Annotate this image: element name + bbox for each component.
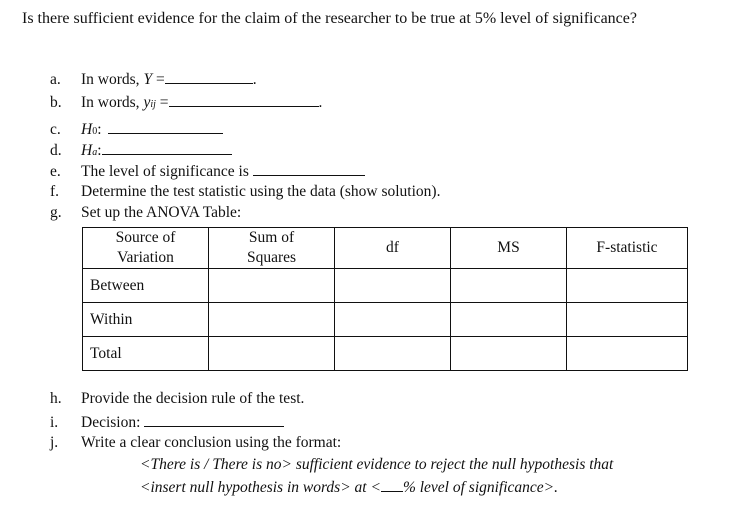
header-ss bbox=[209, 228, 335, 269]
item-c-blank[interactable] bbox=[108, 119, 223, 134]
item-b-text: In words, bbox=[81, 94, 144, 111]
item-c-sub: 0 bbox=[92, 126, 98, 137]
item-b-blank[interactable] bbox=[169, 92, 319, 107]
conclusion-line-2 bbox=[140, 478, 558, 497]
item-a-label: a. bbox=[50, 71, 61, 88]
cell-within-ms[interactable] bbox=[451, 303, 567, 337]
conclusion-line-1: <There is / There is no> sufficient evidence to reject the null hypothesis that bbox=[140, 456, 614, 473]
cell-total-ss[interactable] bbox=[209, 337, 335, 371]
cell-total-f[interactable] bbox=[567, 337, 688, 371]
anova-header-row bbox=[83, 228, 688, 269]
item-a-var: Y bbox=[143, 71, 153, 88]
header-df: df bbox=[335, 228, 451, 269]
item-i-text: Decision: bbox=[81, 414, 141, 431]
header-f: F-statistic bbox=[567, 228, 688, 269]
item-a-text: In words, bbox=[81, 71, 144, 88]
item-j-label: j. bbox=[50, 434, 59, 451]
item-i-blank[interactable] bbox=[144, 412, 284, 427]
item-g-label: g. bbox=[50, 204, 62, 221]
conclusion-line-2-post: % level of significance>. bbox=[402, 479, 559, 496]
item-c-colon: : bbox=[97, 121, 102, 138]
table-row bbox=[83, 269, 688, 303]
item-j bbox=[50, 434, 341, 452]
item-e-label: e. bbox=[50, 163, 61, 180]
item-d-blank[interactable] bbox=[102, 140, 232, 155]
item-h-text: Provide the decision rule of the test. bbox=[81, 390, 305, 407]
header-source-line2: Variation bbox=[117, 249, 174, 266]
cell-total-ms[interactable] bbox=[451, 337, 567, 371]
anova-table bbox=[82, 227, 688, 371]
item-h bbox=[50, 390, 304, 408]
cell-between-f[interactable] bbox=[567, 269, 688, 303]
item-c bbox=[50, 119, 223, 139]
row-label-within: Within bbox=[83, 303, 209, 337]
item-d bbox=[50, 140, 232, 160]
item-h-label: h. bbox=[50, 390, 62, 407]
cell-between-ss[interactable] bbox=[209, 269, 335, 303]
item-d-colon: : bbox=[97, 142, 102, 159]
cell-between-df[interactable] bbox=[335, 269, 451, 303]
item-d-sub: a bbox=[92, 147, 98, 158]
item-i-label: i. bbox=[50, 414, 59, 431]
item-g-text: Set up the ANOVA Table: bbox=[81, 204, 242, 221]
item-b-var: y bbox=[143, 94, 151, 111]
row-label-total: Total bbox=[83, 337, 209, 371]
item-a-eq: = bbox=[152, 71, 165, 88]
item-d-label: d. bbox=[50, 142, 62, 159]
header-source bbox=[83, 228, 209, 269]
item-b-eq: = bbox=[155, 94, 169, 111]
item-j-text: Write a clear conclusion using the format: bbox=[81, 434, 342, 451]
item-d-var: H bbox=[81, 142, 93, 159]
conclusion-line-2-pre: <insert null hypothesis in words> at < bbox=[140, 479, 381, 496]
item-g bbox=[50, 204, 241, 222]
question-text: Is there sufficient evidence for the claim of the researcher to be true at 5% level of significance? bbox=[22, 10, 637, 27]
item-b bbox=[50, 92, 322, 112]
cell-between-ms[interactable] bbox=[451, 269, 567, 303]
item-i bbox=[50, 412, 284, 432]
item-e bbox=[50, 161, 365, 181]
item-c-label: c. bbox=[50, 121, 61, 138]
table-row bbox=[83, 337, 688, 371]
item-b-sub: ij bbox=[150, 99, 156, 110]
header-ms: MS bbox=[451, 228, 567, 269]
header-source-line1: Source of bbox=[115, 229, 176, 246]
item-a-end: . bbox=[252, 71, 257, 88]
cell-within-df[interactable] bbox=[335, 303, 451, 337]
header-ss-line1: Sum of bbox=[248, 229, 295, 246]
cell-within-ss[interactable] bbox=[209, 303, 335, 337]
item-e-text: The level of significance is bbox=[81, 163, 249, 180]
item-f bbox=[50, 183, 440, 201]
item-f-text: Determine the test statistic using the data (show solution). bbox=[81, 183, 441, 200]
item-a bbox=[50, 69, 257, 89]
item-c-var: H bbox=[81, 121, 93, 138]
cell-within-f[interactable] bbox=[567, 303, 688, 337]
item-b-end: . bbox=[318, 94, 323, 111]
row-label-between: Between bbox=[83, 269, 209, 303]
table-row bbox=[83, 303, 688, 337]
cell-total-df[interactable] bbox=[335, 337, 451, 371]
item-b-label: b. bbox=[50, 94, 62, 111]
header-ss-line2: Squares bbox=[246, 249, 297, 266]
item-e-blank[interactable] bbox=[253, 161, 365, 176]
significance-blank[interactable] bbox=[381, 478, 403, 492]
item-f-label: f. bbox=[50, 183, 60, 200]
item-a-blank[interactable] bbox=[165, 69, 253, 84]
